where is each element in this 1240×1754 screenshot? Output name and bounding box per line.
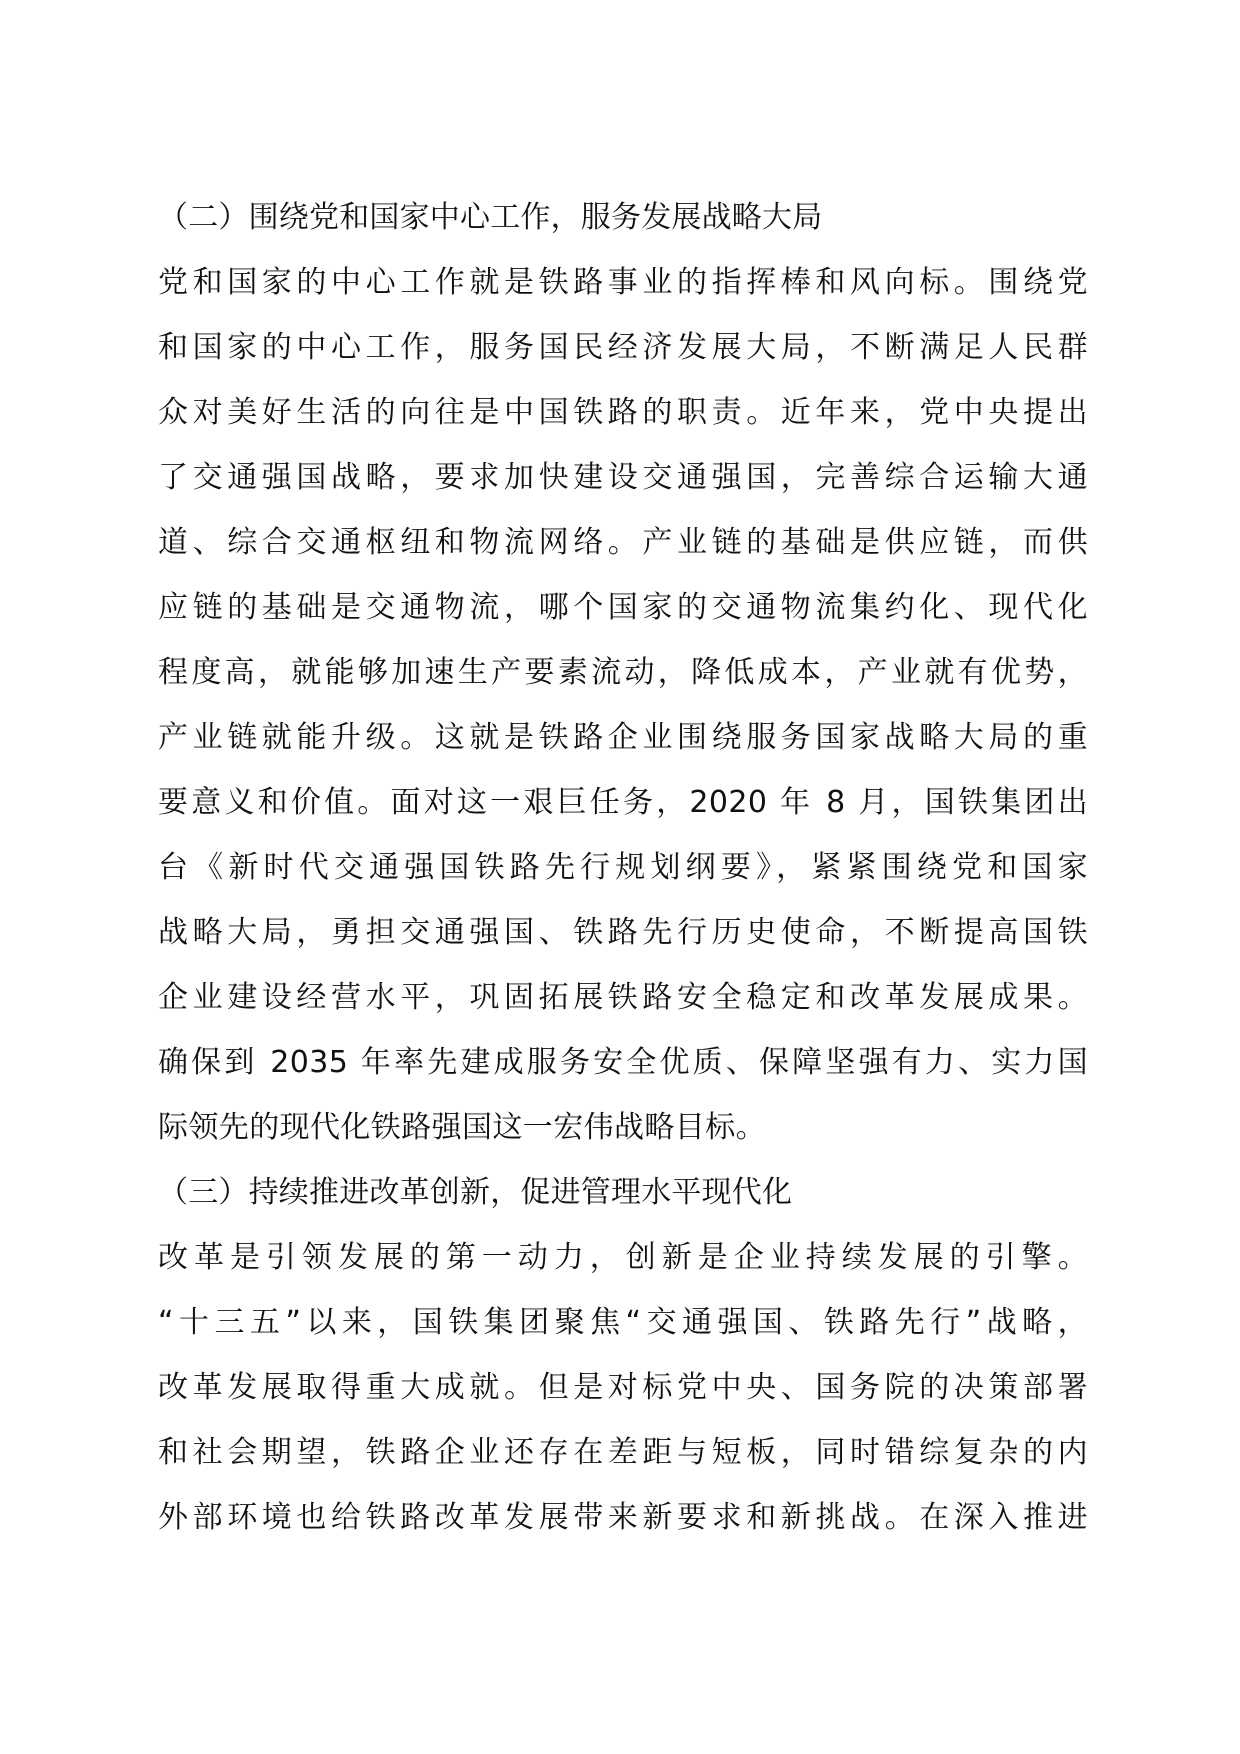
text-line: 和国家的中心工作，服务国民经济发展大局，不断满足人民群 [158, 330, 1088, 365]
text-line: 道、综合交通枢纽和物流网络。产业链的基础是供应链，而供 [158, 525, 1088, 560]
text-line: 众对美好生活的向往是中国铁路的职责。近年来，党中央提出 [158, 395, 1088, 430]
text-line: 和社会期望，铁路企业还存在差距与短板，同时错综复杂的内 [158, 1435, 1088, 1470]
section-heading-3: （三）持续推进改革创新，促进管理水平现代化 [158, 1175, 793, 1210]
text-line: 要意义和价值。面对这一艰巨任务，2020 年 8 月，国铁集团出 [158, 785, 1088, 820]
text-line: 了交通强国战略，要求加快建设交通强国，完善综合运输大通 [158, 460, 1088, 495]
text-line: 台《新时代交通强国铁路先行规划纲要》，紧紧围绕党和国家 [158, 850, 1088, 885]
text-line: 战略大局，勇担交通强国、铁路先行历史使命，不断提高国铁 [158, 915, 1088, 950]
text-line: 改革发展取得重大成就。但是对标党中央、国务院的决策部署 [158, 1370, 1088, 1405]
text-line: “十三五”以来，国铁集团聚焦“交通强国、铁路先行”战略， [158, 1305, 1088, 1340]
text-line: 程度高，就能够加速生产要素流动，降低成本，产业就有优势， [158, 655, 1088, 690]
text-line: 改革是引领发展的第一动力，创新是企业持续发展的引擎。 [158, 1240, 1088, 1275]
text-line: 应链的基础是交通物流，哪个国家的交通物流集约化、现代化 [158, 590, 1088, 625]
text-line: 确保到 2035 年率先建成服务安全优质、保障坚强有力、实力国 [158, 1045, 1088, 1080]
body-text [158, 185, 1088, 1550]
text-line: 外部环境也给铁路改革发展带来新要求和新挑战。在深入推进 [158, 1500, 1088, 1535]
section-heading-2: （二）围绕党和国家中心工作，服务发展战略大局 [158, 200, 823, 235]
text-line: 产业链就能升级。这就是铁路企业围绕服务国家战略大局的重 [158, 720, 1088, 755]
text-line: 际领先的现代化铁路强国这一宏伟战略目标。 [158, 1110, 766, 1145]
text-line: 企业建设经营水平，巩固拓展铁路安全稳定和改革发展成果。 [158, 980, 1088, 1015]
text-line: 党和国家的中心工作就是铁路事业的指挥棒和风向标。围绕党 [158, 265, 1088, 300]
